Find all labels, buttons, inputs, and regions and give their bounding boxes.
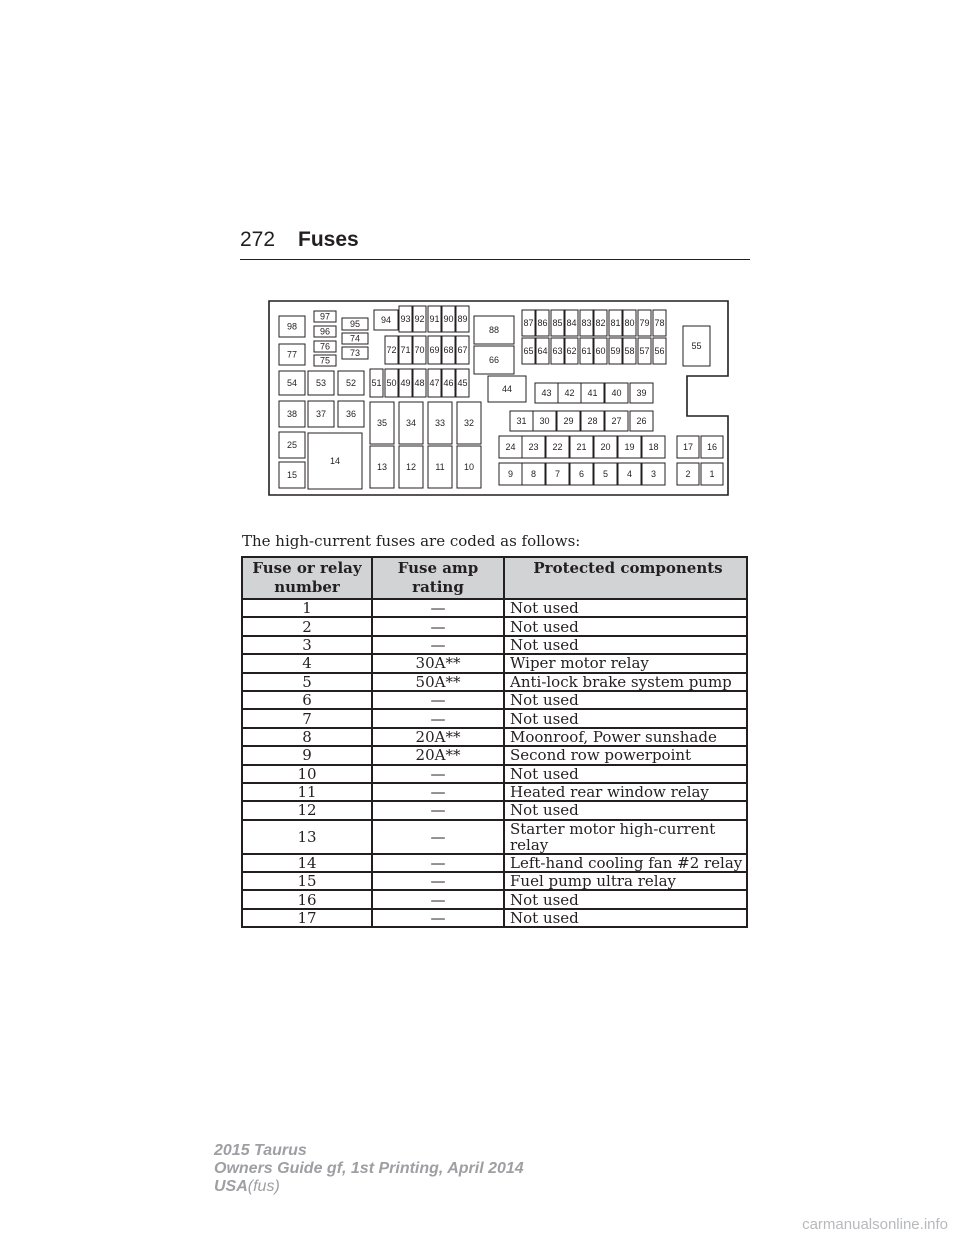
watermark: carmanualsonline.info xyxy=(802,1216,948,1233)
fuse-slot xyxy=(580,310,593,336)
fuse-slot xyxy=(522,463,545,485)
fuse-slot xyxy=(279,316,305,337)
fuse-slot xyxy=(442,306,455,332)
cell-amp-rating: — xyxy=(372,765,504,783)
fuse-slot xyxy=(342,318,368,330)
fuse-slot xyxy=(701,436,723,458)
fuse-slot xyxy=(551,338,564,364)
fuse-slot xyxy=(683,326,710,366)
fuse-slot xyxy=(618,463,641,485)
cell-amp-rating: — xyxy=(372,599,504,617)
fuse-slot xyxy=(474,316,514,344)
fuse-slot-label: 68 xyxy=(443,345,454,355)
fuse-slot-label: 57 xyxy=(639,346,650,356)
fuse-slot xyxy=(338,401,364,427)
footer-region xyxy=(214,1178,524,1196)
fuse-slot xyxy=(623,338,636,364)
cell-amp-rating: — xyxy=(372,872,504,890)
fuse-slot xyxy=(536,310,549,336)
fuse-slot xyxy=(638,310,651,336)
fuse-slot-label: 91 xyxy=(429,314,440,324)
fuse-slot xyxy=(581,411,604,431)
cell-protected-components: Not used xyxy=(504,801,747,819)
table-row xyxy=(242,728,747,746)
intro-text: The high-current fuses are coded as follows: xyxy=(242,532,581,550)
fuse-slot xyxy=(456,306,469,332)
fuse-slot xyxy=(338,371,364,395)
fuse-slot-label: 44 xyxy=(501,384,513,394)
fuse-slot-label: 4 xyxy=(626,469,633,479)
fuse-slot-label: 14 xyxy=(329,456,341,466)
cell-fuse-number: 3 xyxy=(242,636,372,654)
fuse-slot-label: 80 xyxy=(624,318,635,328)
fuse-slot-label: 85 xyxy=(552,318,563,328)
table-row xyxy=(242,890,747,908)
fuse-slot xyxy=(314,326,336,337)
fuse-slot xyxy=(536,338,549,364)
fuse-slot xyxy=(565,338,578,364)
fuse-slot-label: 13 xyxy=(376,462,388,472)
fuse-slot xyxy=(342,333,368,344)
fuse-slot-label: 25 xyxy=(286,440,298,450)
fuse-slot-label: 16 xyxy=(706,442,718,452)
fuse-slot xyxy=(653,310,666,336)
fuse-slot-label: 61 xyxy=(581,346,592,356)
fuse-slot-label: 50 xyxy=(386,378,397,388)
fuse-slot-label: 17 xyxy=(682,442,694,452)
fuse-slot-label: 39 xyxy=(636,388,647,398)
fuse-slot xyxy=(279,432,305,458)
cell-fuse-number: 7 xyxy=(242,709,372,727)
fuse-slot xyxy=(374,310,398,330)
fuse-slot xyxy=(314,341,336,352)
cell-protected-components: Anti-lock brake system pump xyxy=(504,673,747,691)
fuse-table xyxy=(241,556,748,928)
fuse-slot xyxy=(535,383,558,403)
fuse-slot-label: 51 xyxy=(371,378,382,388)
fuse-slot-label: 70 xyxy=(414,345,425,355)
cell-protected-components: Not used xyxy=(504,599,747,617)
fuse-slot-label: 31 xyxy=(516,416,527,426)
fuse-slot-label: 78 xyxy=(654,318,665,328)
fuse-slot-label: 28 xyxy=(587,416,598,426)
fuse-slot xyxy=(630,411,653,431)
fuse-slot-label: 8 xyxy=(530,469,537,479)
fuse-slot-label: 88 xyxy=(488,325,500,335)
fuse-slot xyxy=(370,402,394,444)
fuse-slot xyxy=(474,346,514,374)
cell-amp-rating: 20A** xyxy=(372,746,504,764)
cell-amp-rating: — xyxy=(372,909,504,927)
fuse-slot-label: 89 xyxy=(457,314,468,324)
fuse-slot xyxy=(399,402,423,444)
fuse-slot-label: 67 xyxy=(457,345,468,355)
fuse-slot-label: 45 xyxy=(457,378,468,388)
fuse-slot-label: 84 xyxy=(566,318,577,328)
fuse-slot xyxy=(594,463,617,485)
fuse-slot xyxy=(279,371,305,395)
cell-amp-rating: — xyxy=(372,820,504,854)
fuse-slot-label: 54 xyxy=(286,378,298,388)
fuse-slot-label: 38 xyxy=(286,409,298,419)
fuse-slot-label: 5 xyxy=(602,469,609,479)
cell-amp-rating: — xyxy=(372,617,504,635)
fuse-slot-label: 15 xyxy=(286,470,298,480)
fuse-slot-label: 65 xyxy=(523,346,534,356)
fuse-slot-label: 7 xyxy=(554,469,561,479)
table-row xyxy=(242,599,747,617)
table-row xyxy=(242,765,747,783)
table-row xyxy=(242,673,747,691)
table-row xyxy=(242,617,747,635)
fuse-slot xyxy=(623,310,636,336)
table-row xyxy=(242,709,747,727)
fuse-slot xyxy=(522,436,545,458)
fuse-slot-label: 32 xyxy=(463,418,475,428)
fuse-slot xyxy=(457,402,481,444)
fuse-slot-label: 96 xyxy=(319,326,331,337)
fuse-slot xyxy=(605,383,628,403)
cell-amp-rating: — xyxy=(372,636,504,654)
table-row xyxy=(242,783,747,801)
cell-fuse-number: 17 xyxy=(242,909,372,927)
fuse-slot xyxy=(413,336,426,364)
fuse-slot-label: 46 xyxy=(443,378,454,388)
fuse-slot xyxy=(428,402,452,444)
fuse-slot xyxy=(279,401,305,427)
cell-fuse-number: 1 xyxy=(242,599,372,617)
fuse-slot-label: 23 xyxy=(528,442,539,452)
fuse-slot xyxy=(580,338,593,364)
fuse-slot xyxy=(308,401,334,427)
fuse-slot-label: 79 xyxy=(639,318,650,328)
fuse-slot-label: 24 xyxy=(505,442,516,452)
cell-amp-rating: 20A** xyxy=(372,728,504,746)
fuse-slot xyxy=(522,338,535,364)
fuse-slot-label: 43 xyxy=(541,388,552,398)
cell-protected-components: Starter motor high-current relay xyxy=(504,820,747,854)
cell-protected-components: Not used xyxy=(504,709,747,727)
fuse-slot xyxy=(581,383,604,403)
fuse-slot-label: 86 xyxy=(537,318,548,328)
fuse-slot xyxy=(499,463,522,485)
fuse-slot xyxy=(385,336,398,364)
cell-protected-components: Heated rear window relay xyxy=(504,783,747,801)
fuse-slot xyxy=(609,338,622,364)
fuse-slot xyxy=(551,310,564,336)
fuse-slot-label: 59 xyxy=(610,346,621,356)
fuse-slot xyxy=(399,336,412,364)
fuse-slot-label: 42 xyxy=(564,388,575,398)
fuse-slot xyxy=(630,383,653,403)
table-row xyxy=(242,746,747,764)
fuse-slot xyxy=(546,463,569,485)
cell-protected-components: Wiper motor relay xyxy=(504,654,747,672)
fuse-slot xyxy=(428,306,441,332)
fuse-box-svg xyxy=(268,300,729,496)
fuse-slot-label: 2 xyxy=(685,469,691,479)
cell-amp-rating: — xyxy=(372,709,504,727)
fuse-slot-label: 72 xyxy=(386,345,397,355)
fuse-slot xyxy=(488,376,526,402)
fuse-slot-label: 20 xyxy=(600,442,611,452)
fuse-slot xyxy=(279,344,305,365)
fuse-slot-label: 26 xyxy=(636,416,647,426)
table-row xyxy=(242,872,747,890)
cell-fuse-number: 10 xyxy=(242,765,372,783)
fuse-slot xyxy=(642,463,665,485)
fuse-slot-label: 56 xyxy=(654,346,665,356)
cell-protected-components: Not used xyxy=(504,617,747,635)
cell-amp-rating: — xyxy=(372,854,504,872)
fuse-slot xyxy=(314,311,336,322)
fuse-slot xyxy=(594,310,607,336)
fuse-slot xyxy=(428,446,452,488)
fuse-slot xyxy=(558,383,581,403)
fuse-slot-label: 1 xyxy=(709,469,715,479)
cell-fuse-number: 6 xyxy=(242,691,372,709)
fuse-slot-label: 66 xyxy=(488,355,500,365)
fuse-slot xyxy=(314,355,336,366)
cell-amp-rating: — xyxy=(372,890,504,908)
fuse-slot-label: 21 xyxy=(576,442,587,452)
fuse-slot xyxy=(522,310,535,336)
fuse-slot-label: 30 xyxy=(539,416,550,426)
fuse-slot-label: 87 xyxy=(523,318,534,328)
fuse-slot xyxy=(442,369,455,397)
fuse-slot-label: 81 xyxy=(610,318,621,328)
page-header xyxy=(240,228,750,260)
fuse-slot xyxy=(308,433,362,489)
fuse-slot xyxy=(428,336,441,364)
footer-model: 2015 Taurus xyxy=(214,1142,307,1159)
fuse-slot xyxy=(342,347,368,359)
cell-protected-components: Not used xyxy=(504,691,747,709)
fuse-slot-label: 90 xyxy=(443,314,454,324)
fuse-slot-label: 11 xyxy=(435,462,445,472)
fuse-slot-label: 73 xyxy=(349,348,361,358)
cell-amp-rating: 30A** xyxy=(372,654,504,672)
fuse-slot-label: 63 xyxy=(552,346,563,356)
fuse-slot-label: 82 xyxy=(595,318,606,328)
fuse-slot xyxy=(533,411,556,431)
fuse-slot xyxy=(557,411,580,431)
cell-fuse-number: 2 xyxy=(242,617,372,635)
fuse-slot xyxy=(385,369,398,397)
cell-fuse-number: 12 xyxy=(242,801,372,819)
fuse-slot-label: 95 xyxy=(349,319,361,329)
fuse-slot xyxy=(570,436,593,458)
fuse-slot xyxy=(594,436,617,458)
column-header-components: Protected components xyxy=(504,557,747,599)
cell-amp-rating: — xyxy=(372,691,504,709)
fuse-slot xyxy=(413,369,426,397)
fuse-slot-label: 3 xyxy=(650,469,657,479)
fuse-slot-label: 22 xyxy=(552,442,563,452)
table-header-row xyxy=(242,557,747,599)
fuse-slot xyxy=(413,306,426,332)
fuse-slot xyxy=(653,338,666,364)
fuse-slot xyxy=(399,369,412,397)
fuse-slot-label: 94 xyxy=(380,315,392,325)
cell-fuse-number: 13 xyxy=(242,820,372,854)
fuse-slot-label: 10 xyxy=(463,462,475,472)
fuse-slot xyxy=(428,369,441,397)
fuse-slot-label: 77 xyxy=(286,349,298,360)
fuse-slot xyxy=(370,369,383,397)
cell-protected-components: Not used xyxy=(504,636,747,654)
fuse-slot xyxy=(565,310,578,336)
fuse-slot-label: 64 xyxy=(537,346,548,356)
cell-amp-rating: — xyxy=(372,801,504,819)
fuse-slot-label: 62 xyxy=(566,346,577,356)
table-row xyxy=(242,636,747,654)
fuse-slot xyxy=(701,463,723,485)
fuse-slot-label: 12 xyxy=(405,462,417,472)
fuse-slot-label: 75 xyxy=(319,355,331,366)
footer xyxy=(214,1142,524,1196)
fuse-slot-label: 18 xyxy=(648,442,659,452)
fuse-slot-label: 9 xyxy=(507,469,514,479)
cell-fuse-number: 16 xyxy=(242,890,372,908)
fuse-slot-label: 29 xyxy=(563,416,574,426)
section-title: Fuses xyxy=(298,228,359,251)
fuse-slot xyxy=(546,436,569,458)
cell-fuse-number: 9 xyxy=(242,746,372,764)
cell-amp-rating: — xyxy=(372,783,504,801)
fuse-slot-label: 40 xyxy=(611,388,622,398)
fuse-slot-label: 97 xyxy=(319,311,331,322)
fuse-slot-label: 58 xyxy=(624,346,635,356)
header-rule xyxy=(240,259,750,260)
fuse-slot-label: 47 xyxy=(429,378,440,388)
fuse-slot-label: 69 xyxy=(429,345,440,355)
fuse-slot-label: 83 xyxy=(581,318,592,328)
cell-protected-components: Not used xyxy=(504,890,747,908)
fuse-slot-label: 49 xyxy=(400,378,411,388)
fuse-slot xyxy=(510,411,533,431)
page-number: 272 xyxy=(240,228,276,251)
cell-fuse-number: 11 xyxy=(242,783,372,801)
table-row xyxy=(242,691,747,709)
fuse-slot-label: 6 xyxy=(578,469,585,479)
cell-fuse-number: 15 xyxy=(242,872,372,890)
fuse-slot-label: 55 xyxy=(691,341,702,351)
fuse-slot xyxy=(570,463,593,485)
fuse-box-diagram xyxy=(268,300,729,496)
fuse-slot xyxy=(457,446,481,488)
fuse-slot-label: 93 xyxy=(400,314,411,324)
cell-protected-components: Fuel pump ultra relay xyxy=(504,872,747,890)
fuse-slot xyxy=(399,446,423,488)
fuse-slot-label: 48 xyxy=(414,378,425,388)
fuse-slot-label: 76 xyxy=(319,341,331,352)
fuse-slot xyxy=(594,338,607,364)
fuse-slot xyxy=(677,436,699,458)
fuse-slot-label: 37 xyxy=(315,409,327,419)
cell-fuse-number: 14 xyxy=(242,854,372,872)
table-row xyxy=(242,854,747,872)
cell-fuse-number: 4 xyxy=(242,654,372,672)
cell-protected-components: Not used xyxy=(504,909,747,927)
fuse-slot xyxy=(605,411,628,431)
cell-fuse-number: 5 xyxy=(242,673,372,691)
fuse-slot xyxy=(638,338,651,364)
table-row xyxy=(242,654,747,672)
fuse-slot xyxy=(370,446,394,488)
fuse-slot xyxy=(308,371,334,395)
fuse-slot xyxy=(442,336,455,364)
footer-region-suffix: (fus) xyxy=(247,1178,280,1195)
fuse-slot xyxy=(399,306,412,332)
column-header-rating: Fuse amp rating xyxy=(372,557,504,599)
table-row xyxy=(242,820,747,854)
table-row xyxy=(242,801,747,819)
cell-amp-rating: 50A** xyxy=(372,673,504,691)
cell-protected-components: Left-hand cooling fan #2 relay xyxy=(504,854,747,872)
fuse-slot-label: 36 xyxy=(345,409,357,419)
fuse-slot-label: 27 xyxy=(611,416,622,426)
fuse-slot-label: 74 xyxy=(349,333,361,344)
table-row xyxy=(242,909,747,927)
fuse-slot-label: 34 xyxy=(405,418,417,428)
fuse-slot-label: 71 xyxy=(400,345,411,355)
fuse-slot-label: 35 xyxy=(376,418,388,428)
cell-protected-components: Not used xyxy=(504,765,747,783)
fuse-slot xyxy=(279,462,305,488)
fuse-slot xyxy=(618,436,641,458)
fuse-slot-label: 41 xyxy=(587,388,598,398)
footer-printing: Owners Guide gf, 1st Printing, April 2014 xyxy=(214,1160,524,1177)
fuse-slot xyxy=(642,436,665,458)
fuse-slot xyxy=(677,463,699,485)
fuse-slot-label: 33 xyxy=(434,418,446,428)
column-header-number: Fuse or relay number xyxy=(242,557,372,599)
fuse-slot xyxy=(456,369,469,397)
cell-protected-components: Second row powerpoint xyxy=(504,746,747,764)
cell-protected-components: Moonroof, Power sunshade xyxy=(504,728,747,746)
fuse-slot xyxy=(609,310,622,336)
table-body xyxy=(242,599,747,927)
fuse-slot-label: 53 xyxy=(315,378,327,388)
footer-region-code: USA xyxy=(214,1178,248,1195)
cell-fuse-number: 8 xyxy=(242,728,372,746)
fuse-slot-label: 19 xyxy=(624,442,635,452)
fuse-slot-label: 52 xyxy=(345,378,357,388)
fuse-slot xyxy=(499,436,522,458)
fuse-slot-label: 60 xyxy=(595,346,606,356)
fuse-slot-label: 98 xyxy=(286,321,298,332)
fuse-slot-label: 92 xyxy=(414,314,425,324)
fuse-slot xyxy=(456,336,469,364)
